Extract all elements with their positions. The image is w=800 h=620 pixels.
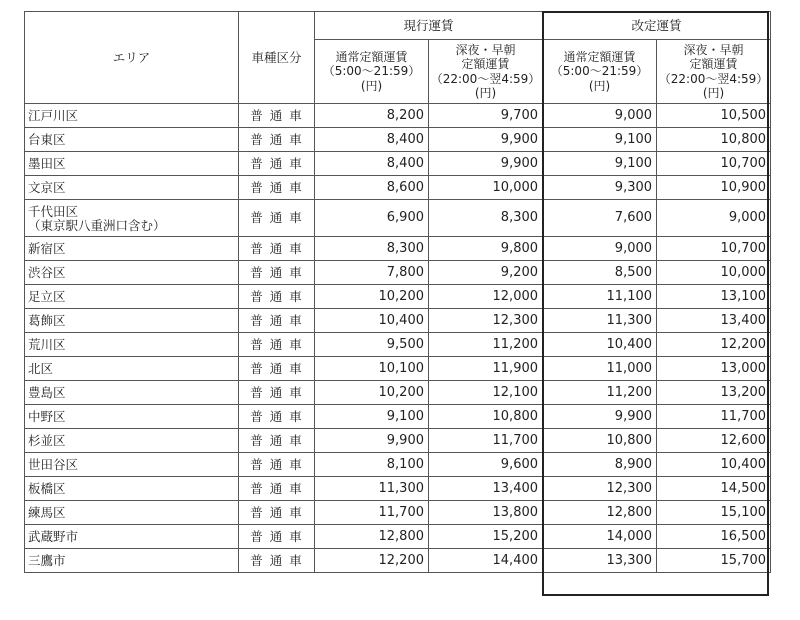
table-row <box>25 237 771 261</box>
current-normal-fare-cell: 10,100 <box>315 357 429 381</box>
table-row <box>25 261 771 285</box>
table-row <box>25 549 771 573</box>
table-row <box>25 501 771 525</box>
vehicle-cell: 普通車 <box>239 237 315 261</box>
current-normal-fare-cell: 9,100 <box>315 405 429 429</box>
header-line: （5:00～21:59） <box>322 64 421 79</box>
current-normal-fare-cell: 8,300 <box>315 237 429 261</box>
header-row-group <box>25 12 771 40</box>
table-row <box>25 152 771 176</box>
current-normal-fare-cell: 8,400 <box>315 152 429 176</box>
revised-night-fare-cell: 10,500 <box>657 104 771 128</box>
area-cell: 文京区 <box>25 176 239 200</box>
area-cell: 江戸川区 <box>25 104 239 128</box>
vehicle-cell: 普通車 <box>239 176 315 200</box>
header-line: (円) <box>474 86 497 100</box>
fare-table <box>24 11 771 573</box>
revised-night-fare-cell: 9,000 <box>657 200 771 237</box>
vehicle-cell: 普通車 <box>239 429 315 453</box>
revised-night-fare-cell: 13,200 <box>657 381 771 405</box>
current-night-fare-cell: 9,900 <box>429 152 543 176</box>
table-row <box>25 453 771 477</box>
area-cell: 渋谷区 <box>25 261 239 285</box>
current-night-fare-header <box>429 40 543 104</box>
current-normal-fare-cell: 6,900 <box>315 200 429 237</box>
revised-normal-fare-cell: 13,300 <box>543 549 657 573</box>
current-normal-fare-cell: 11,700 <box>315 501 429 525</box>
table-row <box>25 429 771 453</box>
revised-night-fare-cell: 11,700 <box>657 405 771 429</box>
vehicle-cell: 普通車 <box>239 285 315 309</box>
revised-fare-header: 改定運賃 <box>543 12 771 40</box>
current-night-fare-cell: 13,800 <box>429 501 543 525</box>
vehicle-cell: 普通車 <box>239 333 315 357</box>
current-normal-fare-cell: 8,200 <box>315 104 429 128</box>
revised-night-fare-cell: 15,700 <box>657 549 771 573</box>
current-normal-fare-cell: 12,200 <box>315 549 429 573</box>
revised-night-fare-cell: 13,100 <box>657 285 771 309</box>
area-cell: 武蔵野市 <box>25 525 239 549</box>
area-cell: 墨田区 <box>25 152 239 176</box>
revised-normal-fare-cell: 14,000 <box>543 525 657 549</box>
table-row <box>25 176 771 200</box>
revised-normal-fare-cell: 10,400 <box>543 333 657 357</box>
vehicle-class-header: 車種区分 <box>239 12 315 104</box>
revised-normal-fare-cell: 11,200 <box>543 381 657 405</box>
area-header: エリア <box>25 12 239 104</box>
area-cell: 練馬区 <box>25 501 239 525</box>
revised-normal-fare-cell: 9,100 <box>543 128 657 152</box>
area-cell: 中野区 <box>25 405 239 429</box>
revised-night-fare-cell: 10,900 <box>657 176 771 200</box>
current-night-fare-cell: 10,000 <box>429 176 543 200</box>
current-normal-fare-cell: 8,600 <box>315 176 429 200</box>
header-line: 深夜・早朝 <box>683 42 744 57</box>
table-row <box>25 309 771 333</box>
current-night-fare-cell: 12,300 <box>429 309 543 333</box>
vehicle-cell: 普通車 <box>239 309 315 333</box>
area-cell: 板橋区 <box>25 477 239 501</box>
header-line: (円) <box>588 78 611 93</box>
revised-night-fare-cell: 15,100 <box>657 501 771 525</box>
current-night-fare-cell: 12,000 <box>429 285 543 309</box>
vehicle-cell: 普通車 <box>239 261 315 285</box>
vehicle-cell: 普通車 <box>239 477 315 501</box>
header-line: 通常定額運賃 <box>335 49 408 64</box>
header-line: （22:00～翌4:59） <box>658 71 769 86</box>
revised-normal-fare-cell: 7,600 <box>543 200 657 237</box>
area-cell: 荒川区 <box>25 333 239 357</box>
revised-night-fare-cell: 13,000 <box>657 357 771 381</box>
revised-normal-fare-header <box>543 40 657 104</box>
current-night-fare-cell: 9,200 <box>429 261 543 285</box>
header-line: （5:00～21:59） <box>550 64 649 79</box>
table-row <box>25 128 771 152</box>
current-normal-fare-cell: 8,100 <box>315 453 429 477</box>
revised-normal-fare-cell: 11,100 <box>543 285 657 309</box>
current-night-fare-cell: 14,400 <box>429 549 543 573</box>
area-cell <box>25 200 239 237</box>
vehicle-cell: 普通車 <box>239 104 315 128</box>
area-cell: 台東区 <box>25 128 239 152</box>
table-row <box>25 104 771 128</box>
revised-normal-fare-cell: 11,300 <box>543 309 657 333</box>
vehicle-cell: 普通車 <box>239 525 315 549</box>
current-normal-fare-cell: 10,200 <box>315 285 429 309</box>
header-line: 定額運賃 <box>461 57 510 71</box>
current-normal-fare-cell: 8,400 <box>315 128 429 152</box>
revised-normal-fare-cell: 12,800 <box>543 501 657 525</box>
area-name: 千代田区 <box>28 203 79 219</box>
table-row <box>25 285 771 309</box>
current-night-fare-cell: 11,700 <box>429 429 543 453</box>
area-note: （東京駅八重洲口含む） <box>28 217 166 233</box>
current-night-fare-cell: 9,700 <box>429 104 543 128</box>
revised-night-fare-cell: 10,000 <box>657 261 771 285</box>
area-cell: 三鷹市 <box>25 549 239 573</box>
table-row <box>25 333 771 357</box>
current-normal-fare-cell: 9,500 <box>315 333 429 357</box>
current-normal-fare-cell: 10,200 <box>315 381 429 405</box>
vehicle-cell: 普通車 <box>239 381 315 405</box>
current-night-fare-cell: 12,100 <box>429 381 543 405</box>
table-row <box>25 477 771 501</box>
current-night-fare-cell: 15,200 <box>429 525 543 549</box>
current-night-fare-cell: 10,800 <box>429 405 543 429</box>
current-normal-fare-cell: 11,300 <box>315 477 429 501</box>
header-line: 定額運賃 <box>689 57 738 71</box>
revised-night-fare-header <box>657 40 771 104</box>
revised-night-fare-cell: 12,200 <box>657 333 771 357</box>
revised-night-fare-cell: 13,400 <box>657 309 771 333</box>
table-row <box>25 357 771 381</box>
vehicle-cell: 普通車 <box>239 549 315 573</box>
vehicle-cell: 普通車 <box>239 501 315 525</box>
current-normal-fare-cell: 12,800 <box>315 525 429 549</box>
current-normal-fare-cell: 9,900 <box>315 429 429 453</box>
current-night-fare-cell: 11,200 <box>429 333 543 357</box>
current-night-fare-cell: 9,800 <box>429 237 543 261</box>
revised-normal-fare-cell: 9,000 <box>543 237 657 261</box>
fare-table-container <box>24 11 771 573</box>
revised-normal-fare-cell: 8,500 <box>543 261 657 285</box>
header-line: 深夜・早朝 <box>455 42 516 57</box>
header-line: (円) <box>360 78 383 93</box>
revised-normal-fare-cell: 9,300 <box>543 176 657 200</box>
area-cell: 杉並区 <box>25 429 239 453</box>
vehicle-cell: 普通車 <box>239 453 315 477</box>
area-cell: 葛飾区 <box>25 309 239 333</box>
revised-normal-fare-cell: 9,100 <box>543 152 657 176</box>
area-cell: 豊島区 <box>25 381 239 405</box>
table-row <box>25 525 771 549</box>
revised-normal-fare-cell: 12,300 <box>543 477 657 501</box>
revised-night-fare-cell: 10,400 <box>657 453 771 477</box>
revised-normal-fare-cell: 9,900 <box>543 405 657 429</box>
area-cell: 世田谷区 <box>25 453 239 477</box>
revised-normal-fare-cell: 9,000 <box>543 104 657 128</box>
current-normal-fare-header <box>315 40 429 104</box>
revised-night-fare-cell: 14,500 <box>657 477 771 501</box>
header-line: (円) <box>702 86 725 100</box>
area-cell: 新宿区 <box>25 237 239 261</box>
revised-normal-fare-cell: 11,000 <box>543 357 657 381</box>
area-cell: 北区 <box>25 357 239 381</box>
revised-night-fare-cell: 16,500 <box>657 525 771 549</box>
current-normal-fare-cell: 7,800 <box>315 261 429 285</box>
vehicle-cell: 普通車 <box>239 152 315 176</box>
header-line: （22:00～翌4:59） <box>430 71 541 86</box>
vehicle-cell: 普通車 <box>239 200 315 237</box>
current-night-fare-cell: 8,300 <box>429 200 543 237</box>
current-night-fare-cell: 13,400 <box>429 477 543 501</box>
current-night-fare-cell: 9,600 <box>429 453 543 477</box>
header-line: 通常定額運賃 <box>563 49 636 64</box>
revised-night-fare-cell: 10,700 <box>657 152 771 176</box>
area-cell: 足立区 <box>25 285 239 309</box>
revised-night-fare-cell: 10,800 <box>657 128 771 152</box>
revised-normal-fare-cell: 8,900 <box>543 453 657 477</box>
table-row <box>25 200 771 237</box>
current-night-fare-cell: 9,900 <box>429 128 543 152</box>
current-normal-fare-cell: 10,400 <box>315 309 429 333</box>
vehicle-cell: 普通車 <box>239 357 315 381</box>
table-row <box>25 381 771 405</box>
revised-normal-fare-cell: 10,800 <box>543 429 657 453</box>
table-row <box>25 405 771 429</box>
vehicle-cell: 普通車 <box>239 405 315 429</box>
current-night-fare-cell: 11,900 <box>429 357 543 381</box>
revised-night-fare-cell: 12,600 <box>657 429 771 453</box>
revised-night-fare-cell: 10,700 <box>657 237 771 261</box>
vehicle-cell: 普通車 <box>239 128 315 152</box>
current-fare-header: 現行運賃 <box>315 12 543 40</box>
